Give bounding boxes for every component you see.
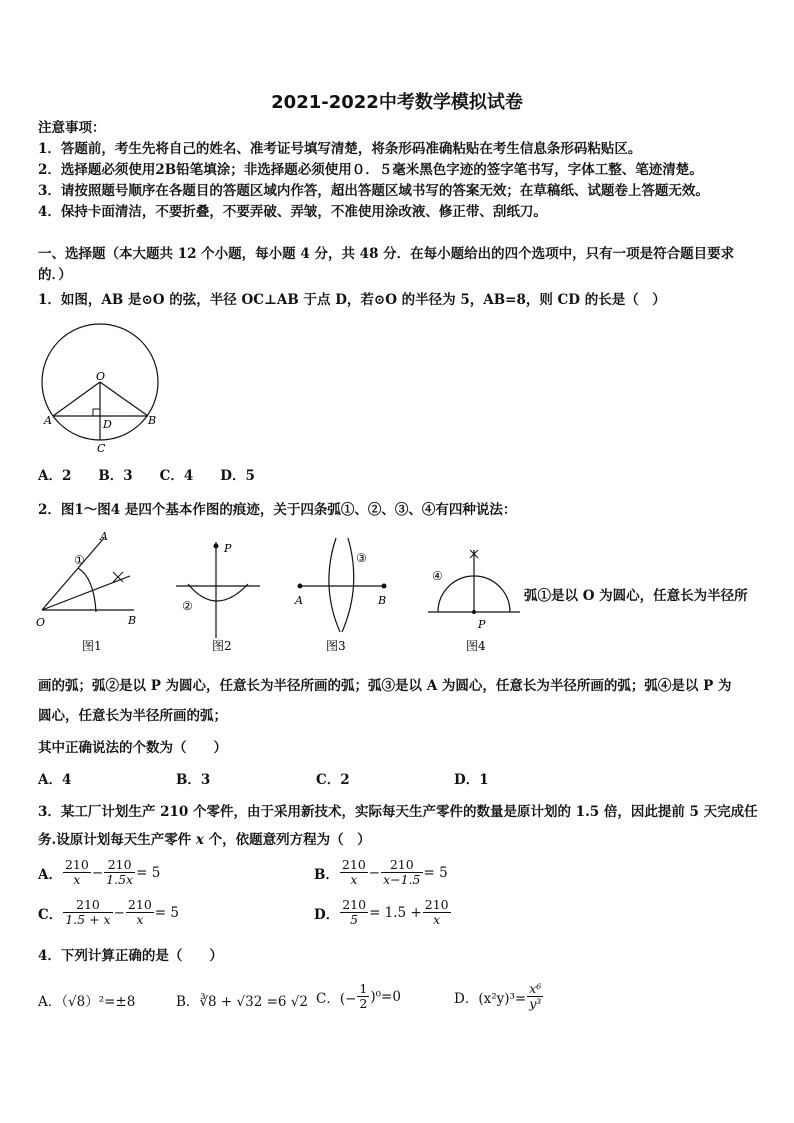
arc-3-label: ③	[356, 551, 367, 565]
denominator: 1.5 + x	[65, 912, 111, 927]
q3-text-line1: 3．某工厂计划生产 210 个零件，由于采用新技术，实际每天生产零件的数量是原计划的 1.5 倍，因此提前 5 天完成任	[38, 804, 758, 820]
numerator: 210	[381, 858, 422, 873]
fraction	[126, 898, 154, 927]
option-label: A．	[38, 866, 62, 883]
figure-3-caption: 图3	[326, 639, 346, 653]
arc-2-label: ②	[182, 599, 193, 613]
q2-figure-1	[34, 528, 144, 658]
section-heading-cont: 的．）	[38, 267, 72, 283]
q1-options: A．2 B．3 C．4 D．5	[38, 468, 255, 484]
numerator: 1	[359, 981, 368, 996]
q2-text: 2．图1～图4 是四个基本作图的痕迹，关于四条弧①、②、③、④有四种说法：	[38, 502, 517, 518]
denominator: x	[350, 872, 358, 887]
fraction	[63, 858, 91, 887]
notice-item-3: 3．请按照题号顺序在各题目的答题区域内作答，超出答题区域书写的答案无效；在草稿纸、试题卷上答题无效。	[38, 183, 709, 199]
denominator: x−1.5	[383, 872, 421, 887]
page-title: 2021-2022中考数学模拟试卷	[271, 92, 523, 113]
q4-option-d	[454, 982, 544, 1011]
q4-option-b: B．∛8 + √32 =6 √2	[176, 994, 308, 1010]
label-a: A	[295, 594, 303, 607]
q3-text-part: 个，依题意列方程为（ ）	[203, 832, 371, 848]
notice-item-2: 2．选择题必须使用2B铅笔填涂；非选择题必须使用０．５毫米黑色字迹的签字笔书写，字体工整、笔迹清楚。	[38, 162, 703, 178]
q2-figure-3	[290, 528, 400, 658]
q3-text-line2	[38, 830, 371, 850]
figure-1-caption: 图1	[82, 639, 102, 653]
option-label: C．	[38, 906, 63, 923]
fraction	[423, 898, 451, 927]
numerator: 210	[127, 897, 152, 912]
label-b: B	[148, 414, 157, 427]
numerator: 210	[64, 857, 89, 872]
fraction	[63, 898, 112, 927]
q2-figure-2	[168, 528, 268, 658]
q2-text-line2: 画的弧；弧②是以 P 为圆心，任意长为半径所画的弧；弧③是以 A 为圆心，任意长为半径所画的弧；弧④是以 P 为	[38, 678, 732, 694]
fraction	[104, 858, 135, 887]
denominator: 5	[350, 912, 359, 927]
fraction	[381, 858, 422, 887]
denominator: x	[433, 912, 441, 927]
q2-option-c: C．2	[316, 772, 350, 788]
option-suffix: )⁰=0	[370, 988, 401, 1005]
q2-option-b: B．3	[176, 772, 211, 788]
notice-item-1: 1．答题前，考生先将自己的姓名、准考证号填写清楚，将条形码准确粘贴在考生信息条形码粘贴区。	[38, 141, 642, 157]
fraction	[340, 858, 368, 887]
label-a: A	[44, 414, 52, 427]
figure-2-caption: 图2	[212, 639, 232, 653]
operator: −	[113, 904, 125, 921]
operator: −	[368, 864, 381, 881]
figure-4-caption: 图4	[466, 639, 486, 653]
option-label: D．	[314, 906, 340, 923]
q2-option-a: A．4	[38, 772, 72, 788]
label-p: P	[224, 542, 232, 555]
q2-option-d: D．1	[454, 772, 489, 788]
q1-circle-figure	[38, 318, 168, 458]
label-o: O	[36, 616, 46, 629]
label-d: D	[103, 418, 112, 431]
denominator: y³	[529, 996, 542, 1011]
q2-side-text: 弧①是以 O 为圆心，任意长为半径所	[524, 588, 748, 604]
q2-text-line3: 圆心，任意长为半径所画的弧；	[38, 708, 227, 724]
fraction	[357, 982, 369, 1011]
numerator: 210	[341, 857, 366, 872]
q1-text: 1．如图，AB 是⊙O 的弦，半径 OC⊥AB 于点 D，若⊙O 的半径为 5，AB=8，则 CD 的长是（ ）	[38, 292, 666, 308]
notice-item-4: 4．保持卡面清洁，不要折叠，不要弄破、弄皱，不准使用涂改液、修正带、刮纸刀。	[38, 204, 547, 220]
section-heading: 一、选择题（本大题共 12 个小题，每小题 4 分，共 48 分．在每小题给出的四个选项中，只有一项是符合题目要求	[38, 246, 735, 262]
arc-1-label: ①	[74, 553, 85, 567]
denominator: 1.5x	[106, 872, 134, 887]
option-prefix: C．(−	[316, 990, 357, 1007]
rhs: = 5	[154, 904, 179, 921]
numerator: 210	[424, 897, 449, 912]
denominator: 2	[359, 996, 368, 1011]
fraction	[527, 982, 543, 1011]
q2-figure-4	[424, 528, 524, 658]
numerator: 210	[342, 897, 367, 912]
denominator: x	[73, 872, 81, 887]
q3-variable: x	[195, 832, 204, 848]
option-label: B．	[314, 866, 339, 883]
label-o: O	[96, 370, 106, 383]
label-a: A	[100, 530, 108, 543]
q3-text-part: 务.设原计划每天生产零件	[38, 832, 196, 848]
q4-text: 4．下列计算正确的是（ ）	[38, 948, 223, 964]
q3-option-d	[314, 898, 452, 927]
q3-option-c	[38, 898, 179, 927]
q3-option-b	[314, 858, 448, 887]
denominator: x	[136, 912, 144, 927]
q3-option-a	[38, 858, 160, 887]
label-b: B	[378, 594, 387, 607]
label-c: C	[97, 442, 106, 455]
q2-question: 其中正确说法的个数为（ ）	[38, 740, 227, 756]
operator: −	[91, 864, 104, 881]
numerator: 210	[63, 898, 112, 913]
label-p: P	[478, 618, 486, 631]
numerator: x⁶	[527, 982, 543, 997]
notice-heading: 注意事项：	[38, 120, 106, 136]
rhs: = 5	[423, 864, 448, 881]
arc-4-label: ④	[432, 569, 443, 583]
q4-option-a: A．（√8）²=±8	[38, 994, 136, 1010]
operator: = 1.5 +	[369, 904, 422, 921]
option-prefix: D．(x²y)³=	[454, 990, 527, 1007]
label-b: B	[128, 614, 137, 627]
fraction	[340, 898, 368, 927]
rhs: = 5	[136, 864, 161, 881]
numerator: 210	[104, 858, 135, 873]
q4-option-c	[316, 982, 401, 1011]
